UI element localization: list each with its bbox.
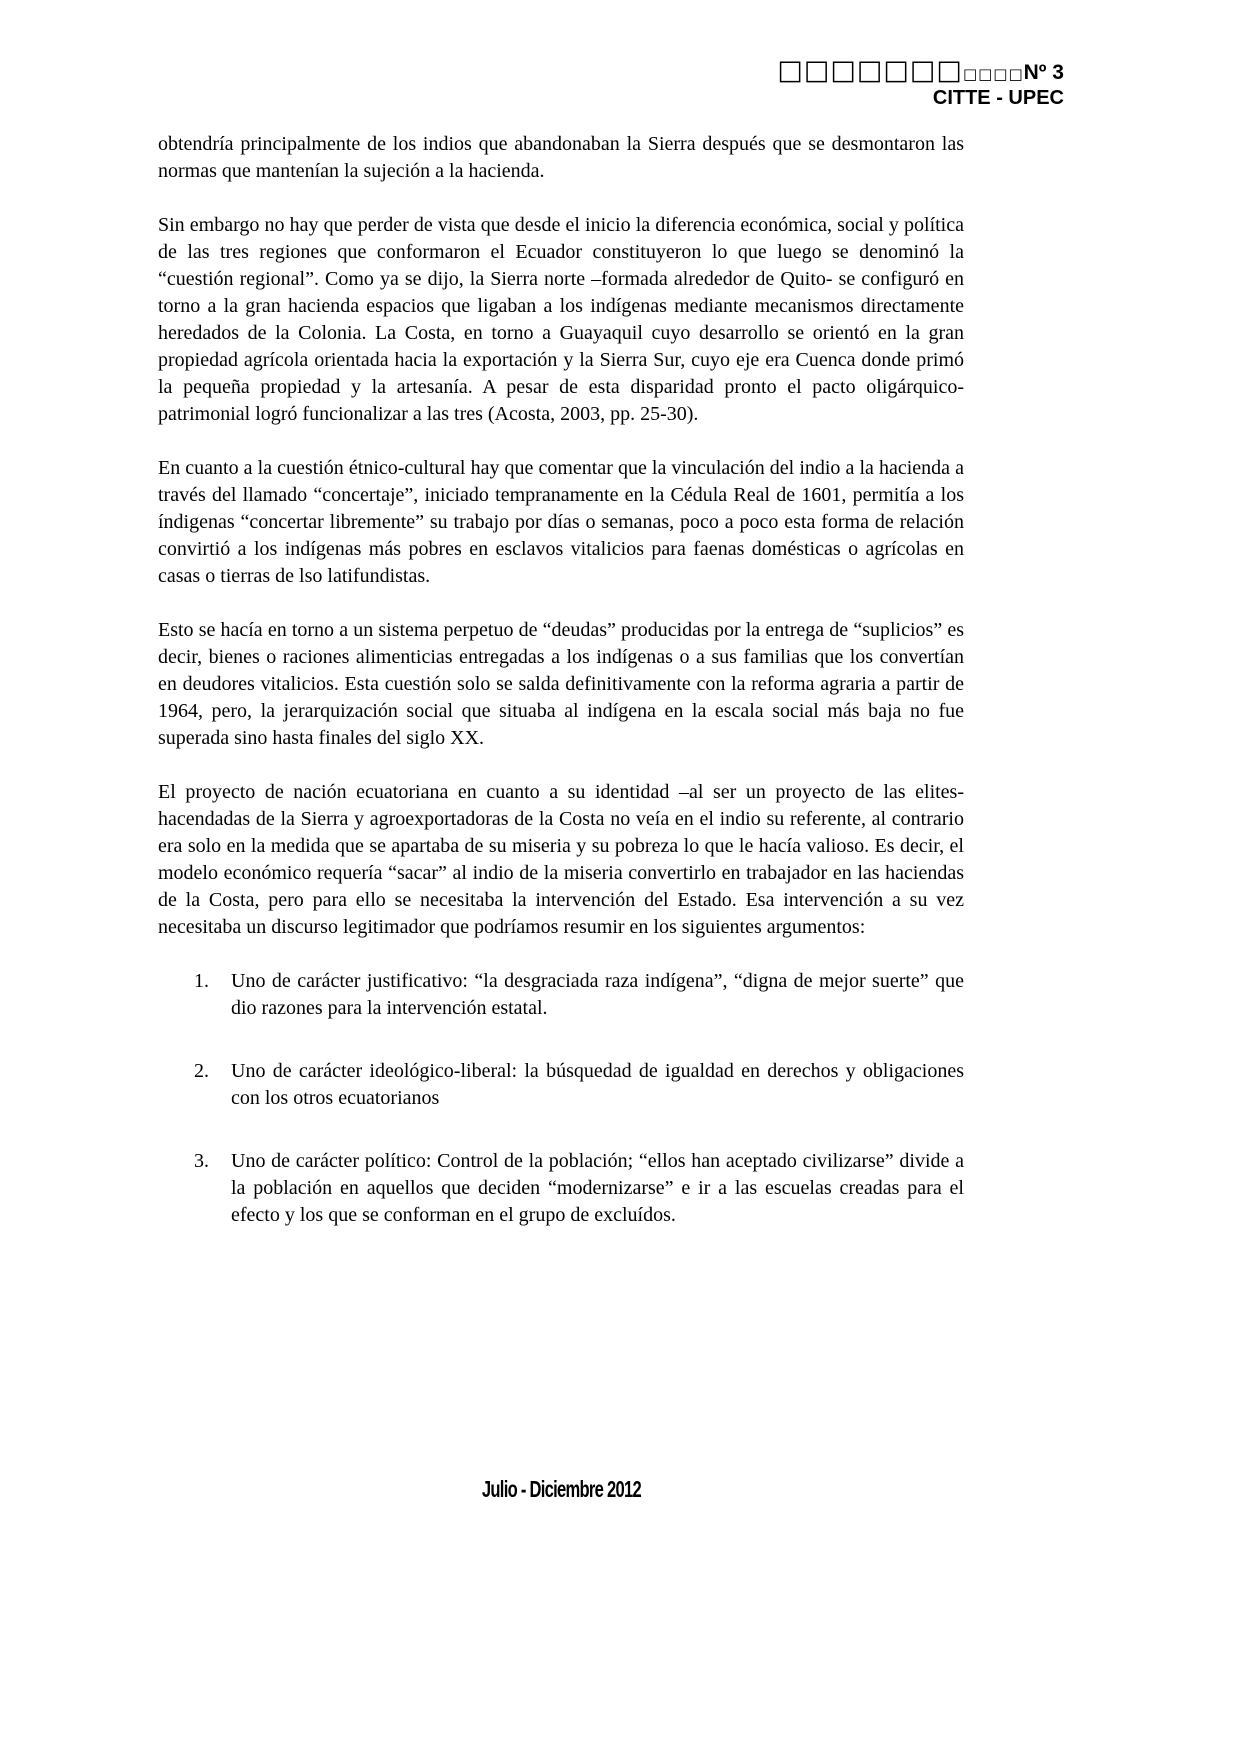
paragraph: En cuanto a la cuestión étnico-cultural hay que comentar que la vinculación del indio a la hacienda a través del llamado “concertaje”, iniciado tempranamente en la Cédula Real de 1601, permitía a los índigenas “concertar libremente” su trabajo por días o semanas, poco a poco esta forma de relación convirtió a los indígenas más pobres en esclavos vitalicios para faenas domésticas o agrícolas en casas o tierras de lso latifundistas. [158, 457, 964, 587]
paragraph: El proyecto de nación ecuatoriana en cuanto a su identidad –al ser un proyecto de las elites- hacendadas de la Sierra y agroexportadoras de la Costa no veía en el indio su referente, al contrario era solo en la medida que se apartaba de su miseria y su pobreza lo que le hacía valioso. Es decir, el modelo económico requería “sacar” al indio de la miseria convertirlo en trabajador en las haciendas de la Costa, pero para ello se necesitaba la intervención del Estado. Esa intervención a su vez necesitaba un discurso legitimador que podríamos resumir en los siguientes argumentos: [158, 781, 964, 938]
page-header [777, 56, 1064, 109]
paragraph: obtendría principalmente de los indios que abandonaban la Sierra después que se desmontaron las normas que mantenían la sujeción a la hacienda. [158, 133, 964, 182]
issue-number: Nº 3 [1023, 61, 1064, 84]
paragraph: Sin embargo no hay que perder de vista que desde el inicio la diferencia económica, social y política de las tres regiones que conformaron el Ecuador constituyeron lo que luego se denominó la “cuestión regional”. Como ya se dijo, la Sierra norte –formada alrededor de Quito- se configuró en torno a la gran hacienda espacios que ligaban a los indígenas mediante mecanismos directamente heredados de la Colonia. La Costa, en torno a Guayaquil cuyo desarrollo se orientó en la gran propiedad agrícola orientada hacia la exportación y la Sierra Sur, cuyo eje era Cuenca donde primó la pequeña propiedad y la artesanía. A pesar de esta disparidad pronto el pacto oligárquico-patrimonial logró funcionalizar a las tres (Acosta, 2003, pp. 25-30). [158, 214, 964, 425]
list-item [158, 968, 964, 1022]
missing-glyph-boxes-large: □□□□□□□ [777, 55, 963, 86]
list-item-number: 3. [194, 1150, 209, 1172]
missing-glyph-boxes-small: □□□□ [962, 65, 1024, 83]
numbered-list [158, 968, 964, 1229]
list-item-text: Uno de carácter ideológico-liberal: la búsquedad de igualdad en derechos y obligaciones con los otros ecuatorianos [231, 1060, 964, 1109]
list-item-text: Uno de carácter político: Control de la población; “ellos han aceptado civilizarse” divide a la población en aquellos que deciden “modernizarse” e ir a las escuelas creadas para el efecto y los que se conforman en el grupo de excluídos. [231, 1150, 964, 1226]
list-item [158, 1058, 964, 1112]
list-item-number: 2. [194, 1060, 209, 1082]
list-item-number: 1. [194, 970, 209, 992]
footer-date: Julio - Diciembre 2012 [481, 1476, 641, 1502]
header-issue-line [777, 56, 1064, 86]
organization-name: CITTE - UPEC [932, 86, 1064, 109]
paragraph: Esto se hacía en torno a un sistema perpetuo de “deudas” producidas por la entrega de “suplicios” es decir, bienes o raciones alimenticias entregadas a los indígenas o a sus familias que los convertían en deudores vitalicios. Esta cuestión solo se salda definitivamente con la reforma agraria a partir de 1964, pero, la jerarquización social que situaba al indígena en la escala social más baja no fue superada sino hasta finales del siglo XX. [158, 619, 964, 749]
list-item-text: Uno de carácter justificativo: “la desgraciada raza indígena”, “digna de mejor suerte” que dio razones para la intervención estatal. [231, 970, 964, 1019]
list-item [158, 1148, 964, 1229]
page-footer [158, 1476, 964, 1503]
document-body [158, 131, 964, 1265]
